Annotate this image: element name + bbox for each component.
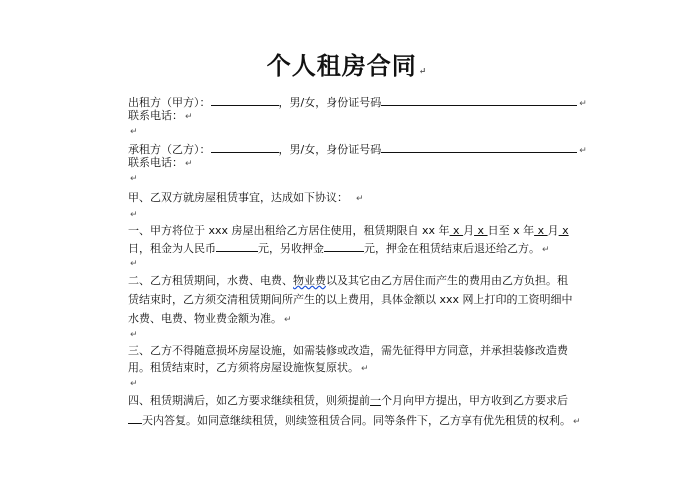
blank-line: ↵ [130, 259, 138, 269]
lessee-line: 承租方（乙方）： ，男/女，身份证号码 ↵ [128, 143, 587, 156]
month-end-blank[interactable]: x [558, 224, 569, 237]
document-title: 个人租房合同 ↵ [266, 51, 428, 80]
spellcheck-highlight: 物业费 [293, 274, 326, 287]
clause-1-line-2: 日，租金为人民币 元，另收押金 元，押金在租赁结束后退还给乙方。 ↵ [128, 242, 550, 255]
lessor-name-blank[interactable] [211, 94, 279, 106]
preamble: 甲、乙双方就房屋租赁事宜，达成如下协议： ↵ [128, 191, 364, 204]
notice-months-blank[interactable]: 一 [370, 394, 381, 407]
clause-4-line-2: 天内答复。如同意继续租赁，则续签租赁合同。同等条件下，乙方享有优先租赁的权利。 ↵ [128, 412, 581, 429]
lessee-name-blank[interactable] [211, 141, 279, 153]
clause-1-line-1: 一、甲方将位于 xxx 房屋出租给乙方居住使用，租赁期限自 xx 年 x 月 x 日至 x 年 x 月 x [128, 224, 569, 237]
clause-3-line-1: 三、乙方不得随意损坏房屋设施，如需装修或改造，需先征得甲方同意，并承担装修改造费 [128, 344, 568, 357]
blank-line: ↵ [130, 330, 138, 340]
rent-amount-blank[interactable] [216, 240, 258, 252]
year-end-blank[interactable]: x [534, 224, 548, 237]
lessor-label: 出租方（甲方）： [128, 96, 211, 109]
lessor-gender-id: ，男/女，身份证号码 [278, 96, 382, 109]
blank-line: ↵ [130, 127, 138, 137]
lessee-phone-line: 联系电话： ↵ [128, 156, 193, 169]
year-start-blank[interactable]: x [449, 224, 464, 237]
lessor-id-blank[interactable] [381, 94, 577, 106]
reply-days-blank[interactable] [128, 412, 142, 424]
lessee-gender-id: ，男/女，身份证号码 [278, 143, 382, 156]
deposit-amount-blank[interactable] [324, 240, 364, 252]
blank-line: ↵ [130, 210, 138, 220]
clause-2-line-2: 赁结束时，乙方须交清租赁期间所产生的以上费用，具体金额以 xxx 网上打印的工资明细中 [128, 293, 573, 306]
blank-line: ↵ [130, 379, 138, 389]
lessee-phone-label: 联系电话： [128, 156, 183, 169]
lessor-line: 出租方（甲方）： ，男/女，身份证号码 ↵ [128, 96, 587, 109]
lessor-phone-line: 联系电话： ↵ [128, 109, 193, 122]
lessee-label: 承租方（乙方）： [128, 143, 211, 156]
blank-line: ↵ [130, 174, 138, 184]
lessee-id-blank[interactable] [381, 141, 577, 153]
clause-3-line-2: 用。租赁结束时，乙方须将房屋设施恢复原状。 ↵ [128, 361, 369, 374]
clause-2-line-1: 二、乙方租赁期间，水费、电费、物业费以及其它由乙方居住而产生的费用由乙方负担。租 [128, 274, 568, 287]
month-start-blank[interactable]: x [474, 224, 488, 237]
lessor-phone-label: 联系电话： [128, 109, 183, 122]
clause-4-line-1: 四、租赁期满后，如乙方要求继续租赁，则须提前一个月向甲方提出，甲方收到乙方要求后 [128, 394, 568, 407]
clause-2-line-3: 水费、电费、物业费金额为准。 ↵ [128, 312, 292, 325]
